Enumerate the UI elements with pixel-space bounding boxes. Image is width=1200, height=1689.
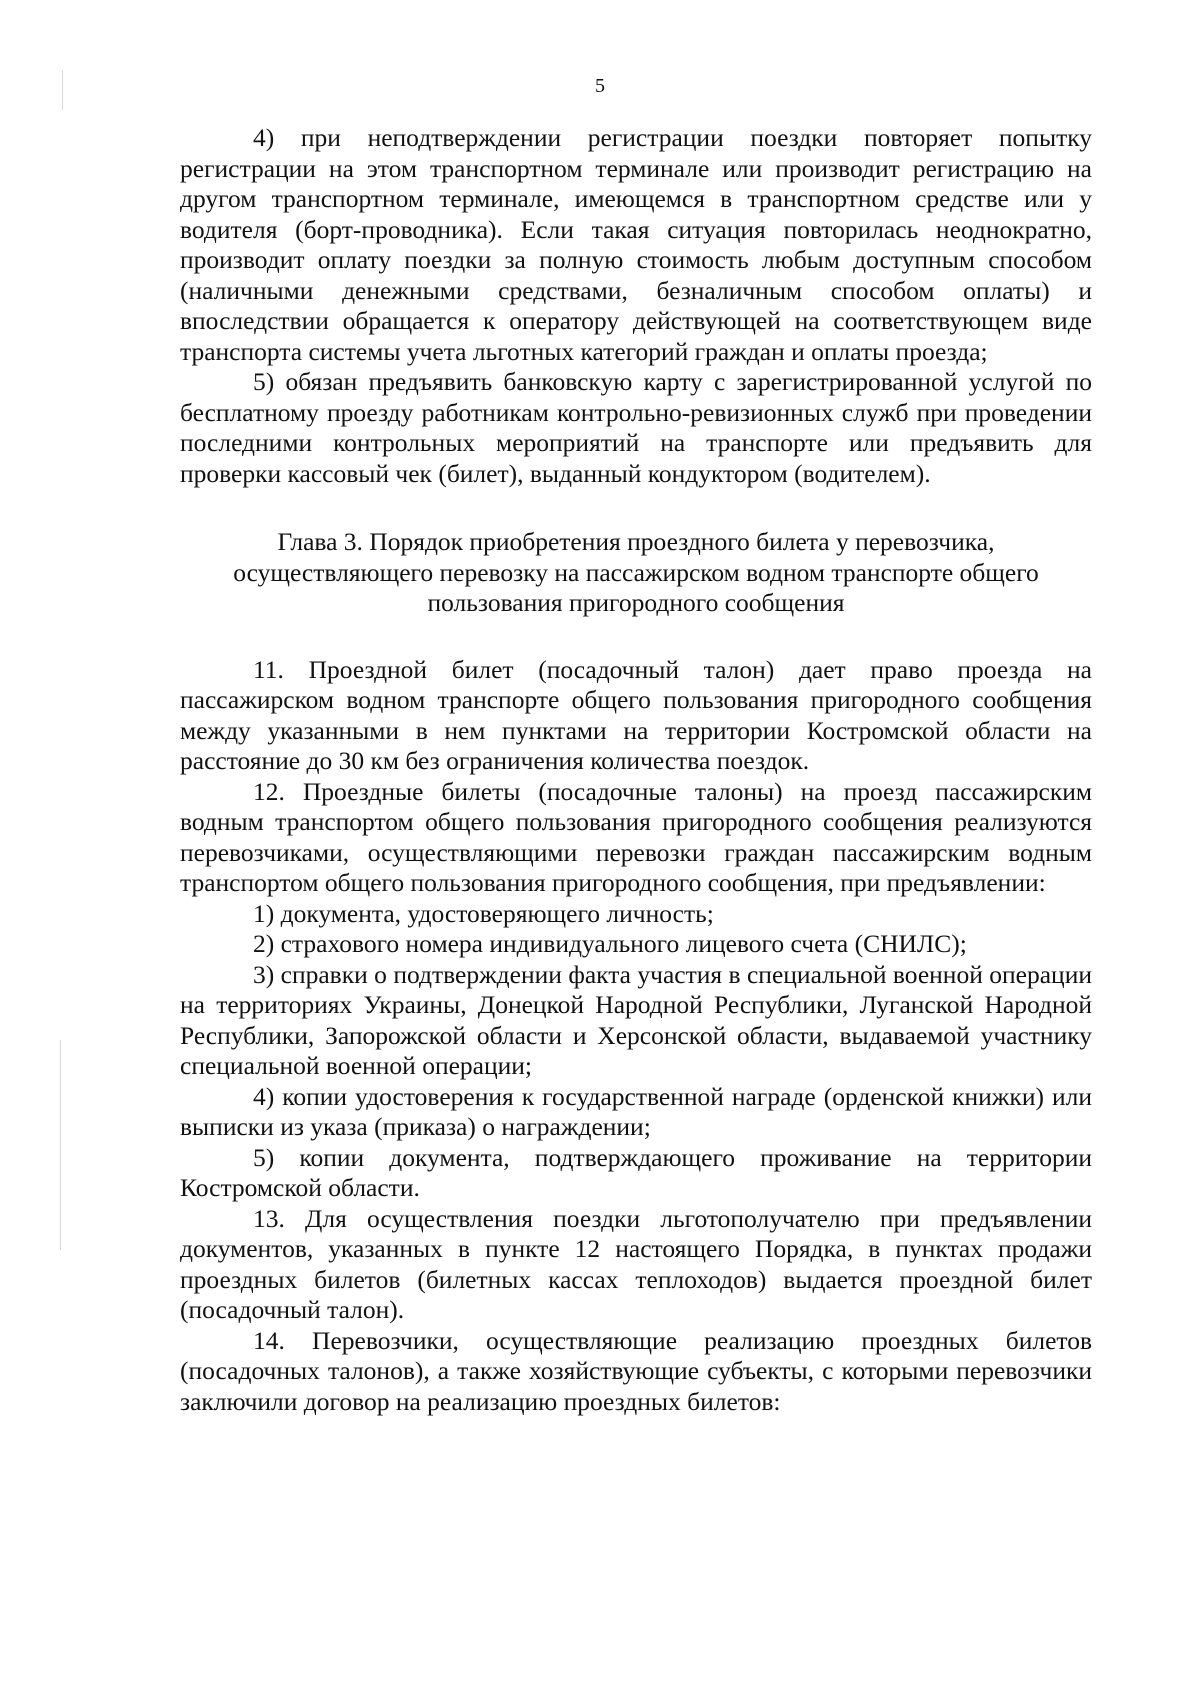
paragraph-12-item-5: 5) копии документа, подтверждающего проживание на территории Костромской области. [180,1142,1092,1202]
chapter-3-heading [180,527,1092,619]
paragraph-item-5: 5) обязан предъявить банковскую карту с зарегистрированной услугой по бесплатному проезду работникам контрольно-ревизионных служб при проведении последними контрольных мероприятий на транспорте или предъявить для проверки кассовый чек (билет), выданный кондуктором (водителем). [180,367,1092,488]
scan-edge-mark [60,1040,61,1250]
paragraph-12-item-2: 2) страхового номера индивидуального лицевого счета (СНИЛС); [253,929,967,958]
paragraph-item-4: 4) при неподтверждении регистрации поездки повторяет попытку регистрации на этом транспортном терминале или производит регистрацию на другом транспортном терминале, имеющемся в транспортном средстве или у водителя (борт-проводника). Если такая ситуация повторилась неоднократно, производит оплату поездки за полную стоимость любым доступным способом (наличными денежными средствами, безналичным способом оплаты) и впоследствии обращается к оператору действующей на соответствующем виде транспорта системы учета льготных категорий граждан и оплаты проезда; [180,123,1092,366]
paragraph-12-item-4: 4) копии удостоверения к государственной награде (орденской книжки) или выписки из указа (приказа) о награждении; [180,1081,1092,1141]
paragraph-14: 14. Перевозчики, осуществляющие реализацию проездных билетов (посадочных талонов), а также хозяйствующие субъекты, с которыми перевозчики заключили договор на реализацию проездных билетов: [180,1325,1092,1416]
page-number: 5 [595,75,605,97]
paragraph-13: 13. Для осуществления поездки льготополучателю при предъявлении документов, указанных в пункте 12 настоящего Порядка, в пунктах продажи проездных билетов (билетных кассах теплоходов) выдается проездной билет (посадочный талон). [180,1203,1092,1324]
chapter-3-heading-line: Глава 3. Порядок приобретения проездного билета у перевозчика, [277,527,995,556]
chapter-3-heading-line: пользования пригородного сообщения [427,588,845,617]
chapter-3-heading-line: осуществляющего перевозку на пассажирском водном транспорте общего [233,557,1039,587]
paragraph-11: 11. Проездной билет (посадочный талон) дает право проезда на пассажирском водном транспорте общего пользования пригородного сообщения между указанными в нем пунктами на территории Костромской области на расстояние до 30 км без ограничения количества поездок. [180,654,1092,775]
paragraph-12: 12. Проездные билеты (посадочные талоны) на проезд пассажирским водным транспортом общего пользования пригородного сообщения реализуются перевозчиками, осуществляющими перевозки граждан пассажирским водным транспортом общего пользования пригородного сообщения, при предъявлении: [180,776,1092,897]
document-body [180,123,1092,1417]
paragraph-12-item-3: 3) справки о подтверждении факта участия в специальной военной операции на территориях Украины, Донецкой Народной Республики, Луганской Народной Республики, Запорожской области и Херсонской области, выдаваемой участнику специальной военной операции; [180,959,1092,1080]
paragraph-12-item-1: 1) документа, удостоверяющего личность; [253,898,714,928]
